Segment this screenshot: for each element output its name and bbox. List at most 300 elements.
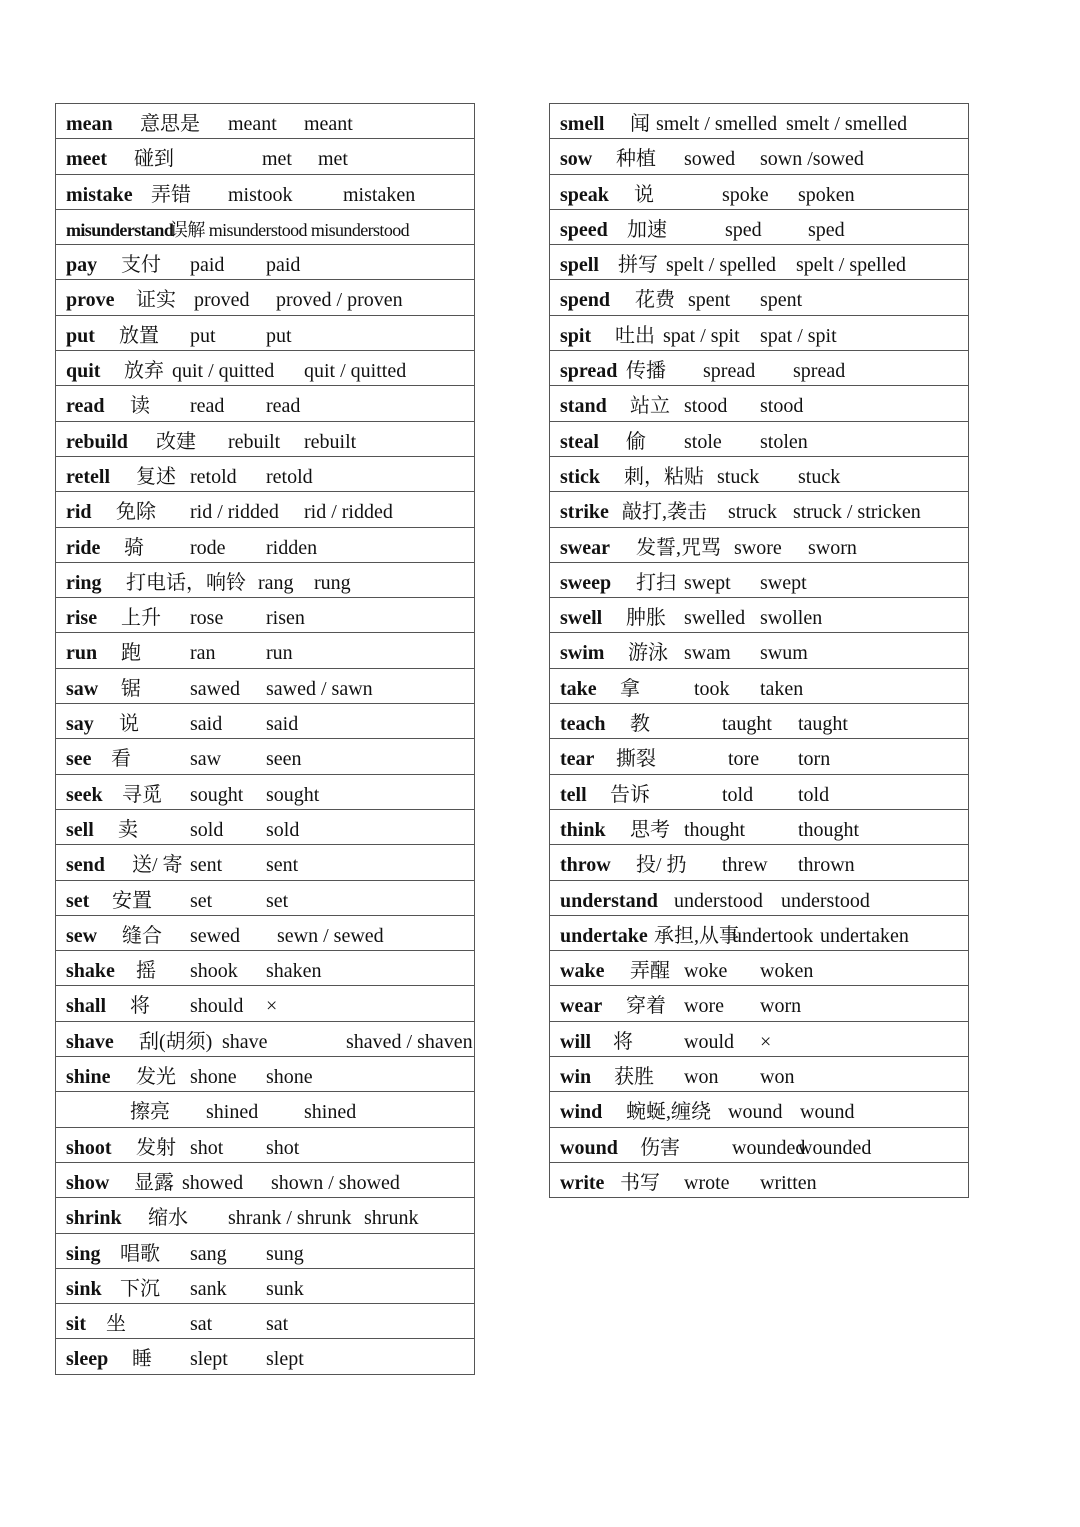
verb-base-form: prove [66, 289, 115, 312]
verb-past-tense: tore [728, 748, 760, 771]
verb-past-tense: said [190, 713, 223, 736]
verb-row-strike [550, 492, 968, 527]
verb-row-tear [550, 739, 968, 774]
verb-row-shake [56, 951, 474, 986]
verb-past-participle: sped [808, 218, 845, 241]
verb-chinese-meaning: 复述 [136, 465, 176, 488]
verb-base-form: spell [560, 254, 599, 277]
verb-past-tense: taught [722, 713, 772, 736]
verb-past-participle: shrunk [364, 1207, 419, 1230]
verb-past-participle: met [318, 148, 348, 171]
verb-forms-inline [170, 219, 409, 241]
verb-row-prove [56, 280, 474, 315]
verb-past-tense: spread [703, 360, 756, 383]
verb-past-tense: slept [190, 1348, 228, 1371]
verb-past-tense: saw [190, 748, 222, 771]
verb-past-participle: taken [760, 677, 804, 700]
verb-past-participle: thrown [798, 854, 855, 877]
verb-past-participle: paid [266, 254, 301, 277]
verb-row-undertake [550, 916, 968, 951]
verb-past-participle: slept [266, 1348, 304, 1371]
verb-chinese-meaning: 撕裂 [616, 748, 656, 771]
verb-past-tense: smelt / smelled [656, 113, 778, 135]
verb-past-tense: misunderstood [208, 219, 307, 240]
verb-chinese-meaning: 花费 [635, 289, 675, 312]
verb-chinese-meaning: 坐 [106, 1313, 126, 1336]
verb-past-tense: swam [684, 642, 731, 665]
verb-past-participle: swum [760, 642, 808, 665]
verb-chinese-meaning: 书写 [620, 1171, 660, 1194]
verb-past-tense: sold [190, 818, 224, 841]
verb-base-form: pay [66, 254, 98, 277]
verb-row-read [56, 386, 474, 421]
verb-past-participle: sent [266, 854, 299, 877]
verb-past-tense: sewed [190, 924, 240, 947]
verb-base-form: seek [66, 783, 103, 806]
verb-past-participle: wounded [798, 1136, 872, 1159]
verb-base-form: shine [66, 1066, 111, 1089]
verb-past-participle: shone [266, 1066, 313, 1089]
verb-row-teach [550, 704, 968, 739]
verb-row-sew [56, 916, 474, 951]
verb-row-smell [550, 104, 968, 139]
verb-past-participle: run [266, 642, 293, 665]
verb-chinese-meaning: 锯 [121, 677, 141, 700]
verb-past-tense: sawed [190, 677, 240, 700]
verb-chinese-meaning: 碰到 [134, 148, 174, 171]
verb-row-show [56, 1163, 474, 1198]
verb-base-form: retell [66, 465, 111, 488]
verb-chinese-meaning: 蜿蜒,缠绕 [626, 1101, 711, 1124]
verb-row-quit [56, 351, 474, 386]
verb-chinese-meaning: 放弃 [124, 360, 164, 383]
verb-base-form: think [560, 818, 606, 841]
verb-row-sweep [550, 563, 968, 598]
verb-chinese-meaning: 跑 [121, 642, 141, 665]
verb-row-win [550, 1057, 968, 1092]
verb-base-form: rid [66, 501, 92, 524]
verb-base-form: misunderstand [66, 219, 174, 240]
verb-base-form: shave [66, 1030, 114, 1053]
verb-base-form: tear [560, 748, 595, 771]
verb-row-write [550, 1163, 968, 1198]
verb-chinese-meaning: 游泳 [628, 642, 668, 665]
verb-past-tense: stood [684, 395, 728, 418]
verb-base-form: shake [66, 960, 115, 983]
verb-past-participle: × [266, 995, 278, 1018]
verb-base-form: ring [66, 571, 102, 594]
verb-past-participle: sold [266, 818, 300, 841]
verb-base-form: speak [560, 183, 609, 206]
verb-chinese-meaning: 唱歌 [120, 1242, 160, 1265]
verb-past-tense: understood [674, 889, 763, 912]
verb-base-form: wear [560, 995, 603, 1018]
verb-chinese-meaning: 证实 [136, 289, 176, 312]
verb-past-participle: stolen [760, 430, 808, 453]
verb-past-tense: meant [228, 113, 277, 135]
verb-base-form: read [66, 395, 105, 418]
verb-base-form: wind [560, 1101, 603, 1124]
verb-chinese-meaning: 寻觅 [122, 783, 162, 806]
verb-past-tense: sent [190, 854, 223, 877]
verb-past-tense: sought [190, 783, 244, 806]
verb-chinese-meaning: 显露 [134, 1171, 174, 1194]
verb-base-form: sit [66, 1313, 86, 1336]
verb-chinese-meaning: 敲打,袭击 [622, 501, 707, 524]
verb-past-tense: took [694, 677, 730, 700]
verb-past-participle: shined [304, 1101, 357, 1124]
verb-chinese-meaning: 说 [119, 713, 139, 736]
verb-past-participle: sunk [266, 1277, 304, 1300]
verb-past-participle: put [266, 324, 292, 347]
verb-past-participle: misunderstood [310, 219, 410, 240]
verb-chinese-meaning: 缝合 [122, 924, 162, 947]
verb-base-form: quit [66, 360, 101, 383]
verb-base-form: swim [560, 642, 605, 665]
verb-past-participle: spat / spit [760, 324, 837, 347]
verb-chinese-meaning: 支付 [121, 254, 161, 277]
verb-base-form: wound [560, 1136, 618, 1159]
verb-row-ring [56, 563, 474, 598]
verb-past-participle: understood [781, 889, 870, 912]
verb-chinese-meaning: 将 [130, 995, 150, 1018]
verb-past-tense: shot [190, 1136, 224, 1159]
verb-past-participle: rung [314, 571, 351, 594]
verb-row-wear [550, 986, 968, 1021]
verb-past-participle: meant [304, 113, 353, 135]
verb-row-meet [56, 139, 474, 174]
verb-row-stand [550, 386, 968, 421]
verb-past-participle: struck / stricken [793, 501, 921, 524]
verb-row-sit [56, 1304, 474, 1339]
verb-past-tense: wounded [732, 1136, 806, 1159]
verb-row-spit [550, 316, 968, 351]
verb-past-tense: spoke [722, 183, 769, 206]
verb-row-wind [550, 1092, 968, 1127]
verb-chinese-meaning: 站立 [630, 395, 670, 418]
verb-past-participle: sought [266, 783, 320, 806]
verb-row-sleep [56, 1339, 474, 1374]
verb-row-shave [56, 1022, 474, 1057]
verb-row-send [56, 845, 474, 880]
verb-past-participle: proved / proven [276, 289, 403, 312]
verb-chinese-meaning: 下沉 [120, 1277, 160, 1300]
verb-base-form: win [560, 1066, 592, 1089]
verb-row-sink [56, 1269, 474, 1304]
verb-chinese-meaning: 摇 [136, 960, 156, 983]
verb-row-take [550, 669, 968, 704]
verb-past-tense: would [684, 1030, 734, 1053]
verb-chinese-meaning: 弄错 [151, 183, 191, 206]
verb-past-participle: risen [266, 607, 305, 630]
verb-base-form: write [560, 1171, 605, 1194]
verb-chinese-meaning: 发誓,咒骂 [636, 536, 721, 559]
verb-past-tense: sat [190, 1313, 213, 1336]
verb-past-tense: ran [190, 642, 216, 665]
verb-chinese-meaning: 闻 [630, 113, 650, 135]
verb-past-participle: retold [266, 465, 313, 488]
verb-row-swear [550, 528, 968, 563]
verb-past-participle: spread [793, 360, 846, 383]
verb-past-tense: set [190, 889, 213, 912]
verb-past-participle: woken [760, 960, 814, 983]
verb-past-tense: rode [190, 536, 226, 559]
verb-base-form: swear [560, 536, 610, 559]
verb-past-participle: shot [266, 1136, 300, 1159]
verb-row-sell [56, 810, 474, 845]
verb-row-swim [550, 633, 968, 668]
verb-past-participle: swept [760, 571, 807, 594]
verb-chinese-meaning: 偷 [626, 430, 646, 453]
verb-chinese-meaning: 弄醒 [630, 960, 670, 983]
verb-past-tense: stuck [717, 465, 760, 488]
verb-past-tense: read [190, 395, 225, 418]
verb-past-participle: swollen [760, 607, 823, 630]
verb-chinese-meaning: 上升 [121, 607, 161, 630]
verb-base-form: saw [66, 677, 99, 700]
verb-past-tense: stole [684, 430, 722, 453]
verb-base-form: strike [560, 501, 609, 524]
verb-row-shrink [56, 1198, 474, 1233]
verb-past-tense: woke [684, 960, 728, 983]
verb-base-form: rebuild [66, 430, 128, 453]
verb-base-form: shrink [66, 1207, 122, 1230]
verb-past-tense: quit / quitted [172, 360, 275, 383]
verb-chinese-meaning: 说 [634, 183, 654, 206]
verb-past-participle: stood [760, 395, 804, 418]
verb-chinese-meaning: 种植 [616, 148, 656, 171]
verb-row-wake [550, 951, 968, 986]
verb-chinese-meaning: 发射 [136, 1136, 176, 1159]
verb-chinese-meaning: 发光 [136, 1066, 176, 1089]
verb-row-blank [56, 1092, 474, 1127]
verb-past-tense: put [190, 324, 216, 347]
verb-past-tense: undertook [732, 924, 814, 947]
verb-past-participle: smelt / smelled [786, 113, 908, 135]
verb-past-participle: spelt / spelled [796, 254, 906, 277]
verb-row-shine [56, 1057, 474, 1092]
verb-row-shoot [56, 1128, 474, 1163]
verb-past-tense: threw [722, 854, 768, 877]
verb-past-tense: sang [190, 1242, 227, 1265]
verb-row-will [550, 1022, 968, 1057]
verb-base-form: show [66, 1171, 110, 1194]
verb-row-pay [56, 245, 474, 280]
verb-chinese-meaning: 拿 [620, 677, 640, 700]
verb-row-wound [550, 1128, 968, 1163]
verb-row-rid [56, 492, 474, 527]
verb-row-saw [56, 669, 474, 704]
verb-chinese-meaning: 放置 [119, 324, 159, 347]
verb-chinese-meaning: 读 [130, 395, 150, 418]
verb-chinese-meaning: 伤害 [640, 1136, 680, 1159]
verb-chinese-meaning: 将 [613, 1030, 633, 1053]
verb-past-tense: struck [728, 501, 777, 524]
verb-row-rebuild [56, 422, 474, 457]
verb-row-speak [550, 175, 968, 210]
verb-past-tense: rebuilt [228, 430, 281, 453]
verb-row-sing [56, 1234, 474, 1269]
verb-chinese-meaning: 拼写 [618, 254, 658, 277]
verb-row-tell [550, 775, 968, 810]
verb-past-tense: proved [194, 289, 250, 312]
verb-chinese-meaning: 吐出 [615, 324, 655, 347]
verb-past-tense: spent [688, 289, 731, 312]
verb-past-participle: shown / showed [271, 1171, 400, 1194]
verb-base-form: throw [560, 854, 611, 877]
verb-chinese-meaning: 传播 [626, 360, 666, 383]
verb-base-form: mistake [66, 183, 133, 206]
verb-past-participle: sat [266, 1313, 289, 1336]
verb-past-tense: swept [684, 571, 731, 594]
verb-base-form: spread [560, 360, 618, 383]
verb-row-speed [550, 210, 968, 245]
verb-base-form: sow [560, 148, 593, 171]
verb-chinese-meaning: 免除 [116, 501, 156, 524]
verb-past-participle: undertaken [820, 924, 909, 947]
verb-row-put [56, 316, 474, 351]
verb-base-form: spit [560, 324, 592, 347]
verb-chinese-meaning: 打电话，响铃 [126, 571, 246, 594]
verb-past-participle: sawed / sawn [266, 677, 373, 700]
verb-base-form: meet [66, 148, 108, 171]
verb-past-tense: wrote [684, 1171, 730, 1194]
verb-chinese-meaning: 安置 [112, 889, 152, 912]
verb-past-tense: met [262, 148, 292, 171]
verb-base-form: sweep [560, 571, 612, 594]
verb-past-participle: shaken [266, 960, 322, 983]
verb-past-tense: swelled [684, 607, 746, 630]
verb-row-throw [550, 845, 968, 880]
verb-past-tense: showed [182, 1171, 244, 1194]
verb-chinese-meaning: 误解 [170, 219, 205, 240]
verb-past-participle: written [760, 1171, 817, 1194]
verb-past-participle: ridden [266, 536, 318, 559]
verb-past-participle: stuck [798, 465, 841, 488]
verb-chinese-meaning: 刮(胡须) [139, 1030, 213, 1053]
verb-row-ride [56, 528, 474, 563]
verb-past-tense: sank [190, 1277, 227, 1300]
verb-past-participle: × [760, 1030, 772, 1053]
verb-row-misunderstand [56, 210, 474, 245]
verb-past-tense: rang [258, 571, 294, 594]
verb-row-run [56, 633, 474, 668]
irregular-verb-table-left [55, 103, 475, 1375]
verb-base-form: sing [66, 1242, 101, 1265]
verb-chinese-meaning: 送/ 寄 [132, 854, 183, 877]
verb-past-tense: rose [190, 607, 224, 630]
verb-row-think [550, 810, 968, 845]
verb-base-form: steal [560, 430, 599, 453]
verb-base-form: ride [66, 536, 101, 559]
irregular-verb-table-right [549, 103, 969, 1198]
verb-base-form: say [66, 713, 94, 736]
verb-past-tense: paid [190, 254, 225, 277]
verb-chinese-meaning: 骑 [124, 536, 144, 559]
verb-chinese-meaning: 看 [111, 748, 131, 771]
verb-chinese-meaning: 加速 [627, 218, 667, 241]
verb-past-tense: retold [190, 465, 237, 488]
verb-past-tense: wore [684, 995, 724, 1018]
verb-past-participle: said [266, 713, 299, 736]
verb-chinese-meaning: 获胜 [614, 1066, 654, 1089]
verb-base-form: understand [560, 889, 658, 912]
verb-past-participle: quit / quitted [304, 360, 407, 383]
verb-past-tense: shrank / shrunk [228, 1207, 352, 1230]
verb-past-participle: taught [798, 713, 848, 736]
verb-base-form: sleep [66, 1348, 109, 1371]
verb-chinese-meaning: 告诉 [610, 783, 650, 806]
verb-past-tense: should [190, 995, 244, 1018]
verb-base-form: speed [560, 218, 608, 241]
verb-base-form: sew [66, 924, 98, 947]
verb-chinese-meaning: 卖 [118, 818, 138, 841]
verb-row-shall [56, 986, 474, 1021]
verb-base-form: tell [560, 783, 587, 806]
verb-base-form: mean [66, 113, 113, 135]
verb-chinese-meaning: 肿胀 [626, 607, 666, 630]
verb-past-tense: shined [206, 1101, 259, 1124]
verb-past-tense: rid / ridded [190, 501, 279, 524]
verb-chinese-meaning: 承担,从事 [654, 924, 739, 947]
verb-past-tense: shook [190, 960, 238, 983]
verb-past-tense: spelt / spelled [666, 254, 776, 277]
verb-row-sow [550, 139, 968, 174]
verb-base-form: smell [560, 113, 605, 135]
verb-past-participle: worn [760, 995, 802, 1018]
verb-base-form: rise [66, 607, 98, 630]
verb-base-form: shoot [66, 1136, 112, 1159]
verb-base-form: stand [560, 395, 607, 418]
verb-row-see [56, 739, 474, 774]
verb-row-spread [550, 351, 968, 386]
verb-past-participle: seen [266, 748, 302, 771]
verb-past-tense: shone [190, 1066, 237, 1089]
verb-past-participle: sworn [808, 536, 857, 559]
verb-base-form: send [66, 854, 105, 877]
verb-row-spell [550, 245, 968, 280]
verb-chinese-meaning: 思考 [630, 818, 670, 841]
verb-row-swell [550, 598, 968, 633]
verb-base-form: undertake [560, 924, 648, 947]
verb-base-form: wake [560, 960, 605, 983]
verb-past-participle: wound [800, 1101, 855, 1124]
verb-past-participle: shaved / shaven [346, 1030, 473, 1053]
verb-past-participle: spent [760, 289, 803, 312]
verb-row-stick [550, 457, 968, 492]
verb-base-form: spend [560, 289, 611, 312]
verb-past-tense: spat / spit [663, 324, 740, 347]
verb-past-tense: told [722, 783, 754, 806]
verb-past-tense: sowed [684, 148, 736, 171]
verb-base-form: run [66, 642, 98, 665]
verb-row-mean [56, 104, 474, 139]
verb-chinese-meaning: 缩水 [148, 1207, 188, 1230]
verb-row-spend [550, 280, 968, 315]
verb-base-form: see [66, 748, 92, 771]
verb-past-participle: mistaken [343, 183, 416, 206]
verb-past-participle: thought [798, 818, 860, 841]
verb-past-participle: rid / ridded [304, 501, 393, 524]
verb-past-tense: shave [222, 1030, 268, 1053]
verb-chinese-meaning: 刺，粘贴 [624, 465, 704, 488]
verb-chinese-meaning: 投/ 扔 [636, 854, 687, 877]
verb-chinese-meaning: 擦亮 [130, 1101, 170, 1124]
verb-past-participle: read [266, 395, 301, 418]
verb-chinese-meaning: 意思是 [140, 113, 200, 135]
verb-past-participle: won [760, 1066, 795, 1089]
verb-chinese-meaning: 打扫 [636, 571, 676, 594]
